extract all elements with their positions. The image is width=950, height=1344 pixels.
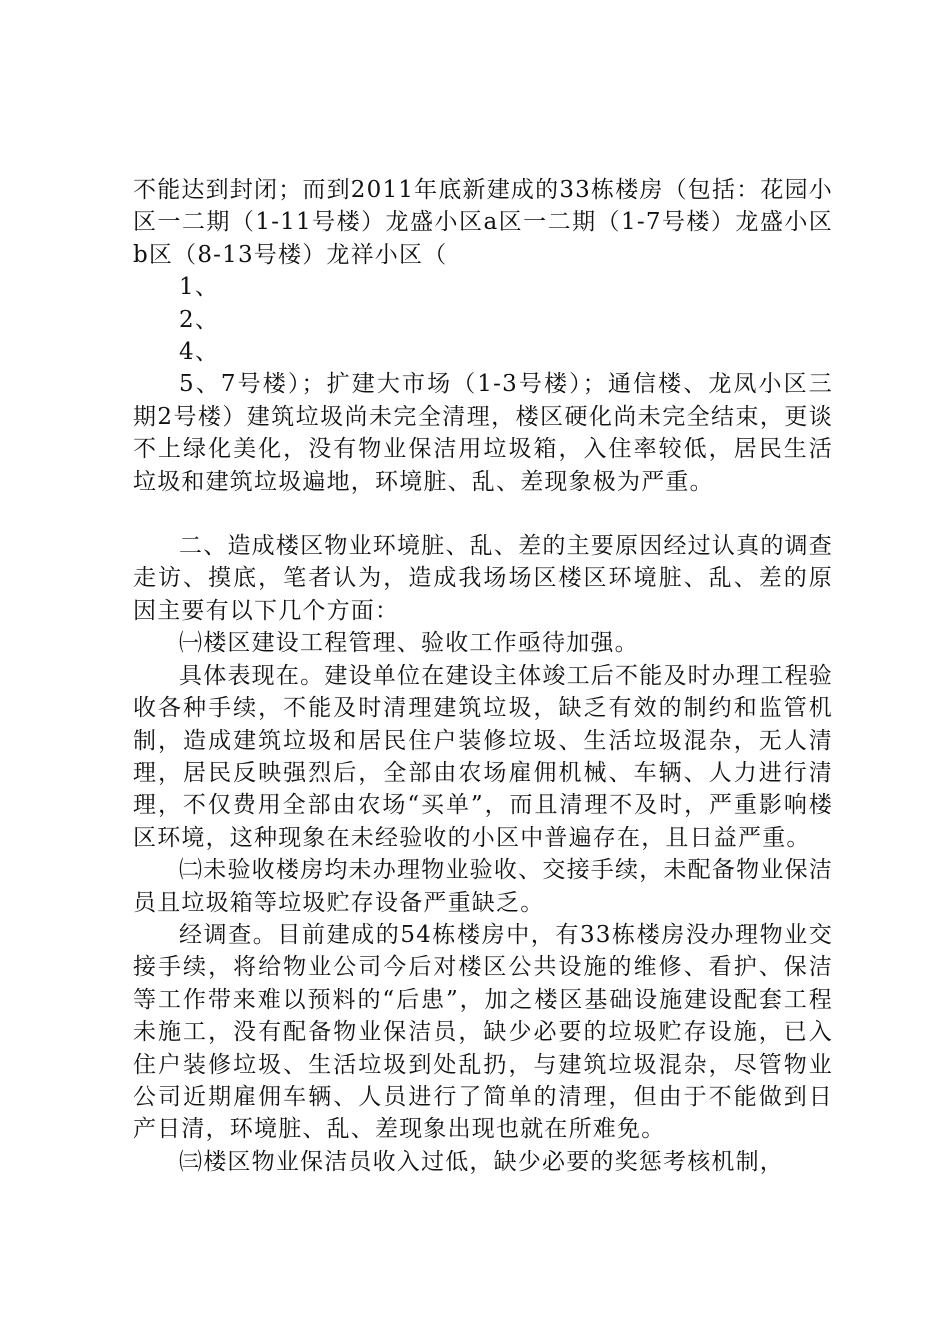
subheading-two: ㈡未验收楼房均未办理物业验收、交接手续，未配备物业保洁员且垃圾箱等垃圾贮存设备严重缺乏。 [133, 857, 833, 916]
list-item-2: 2、 [179, 306, 220, 333]
section-heading-two: 二、造成楼区物业环境脏、乱、差的主要原因经过认真的调查走访、摸底，笔者认为，造成我场场区楼区环境脏、乱、差的原因主要有以下几个方面： [133, 533, 833, 624]
paragraph-continuation: 不能达到封闭；而到2011年底新建成的33栋楼房（包括：花园小区一二期（1-11号楼）龙盛小区a区一二期（1-7号楼）龙盛小区b区（8-13号楼）龙祥小区（ [133, 177, 833, 268]
paragraph-details-two: 经调查。目前建成的54栋楼房中，有33栋楼房没办理物业交接手续，将给物业公司今后对楼区公共设施的维修、看护、保洁等工作带来难以预料的“后患”，加之楼区基础设施建设配套工程未施工，没有配备物业保洁员，缺少必要的垃圾贮存设施，已入住户装修垃圾、生活垃圾到处乱扔，与建筑垃圾混杂，尽管物业公司近期雇佣车辆、人员进行了简单的清理，但由于不能做到日产日清，环境脏、乱、差现象出现也就在所难免。 [133, 921, 833, 1143]
list-item-1: 1、 [179, 274, 220, 301]
paragraph-details-one: 具体表现在。建设单位在建设主体竣工后不能及时办理工程验收各种手续，不能及时清理建筑垃圾，缺乏有效的制约和监管机制，造成建筑垃圾和居民住户装修垃圾、生活垃圾混杂，无人清理，居民反映强烈后，全部由农场雇佣机械、车辆、人力进行清理，不仅费用全部由农场“买单”，而且清理不及时，严重影响楼区环境，这种现象在未经验收的小区中普遍存在，且日益严重。 [133, 662, 833, 851]
list-item-4: 4、 [179, 339, 220, 366]
paragraph-item-5: 5、7号楼）；扩建大市场（1-3号楼）；通信楼、龙凤小区三期2号楼）建筑垃圾尚未完全清理，楼区硬化尚未完全结束，更谈不上绿化美化，没有物业保洁用垃圾箱，入住率较低，居民生活垃圾和建筑垃圾遍地，环境脏、乱、差现象极为严重。 [133, 371, 833, 495]
paragraph-gap [133, 498, 833, 530]
subheading-three: ㈢楼区物业保洁员收入过低，缺少必要的奖惩考核机制， [179, 1148, 784, 1175]
document-body [133, 174, 833, 1178]
subheading-one: ㈠楼区建设工程管理、验收工作亟待加强。 [179, 630, 639, 657]
